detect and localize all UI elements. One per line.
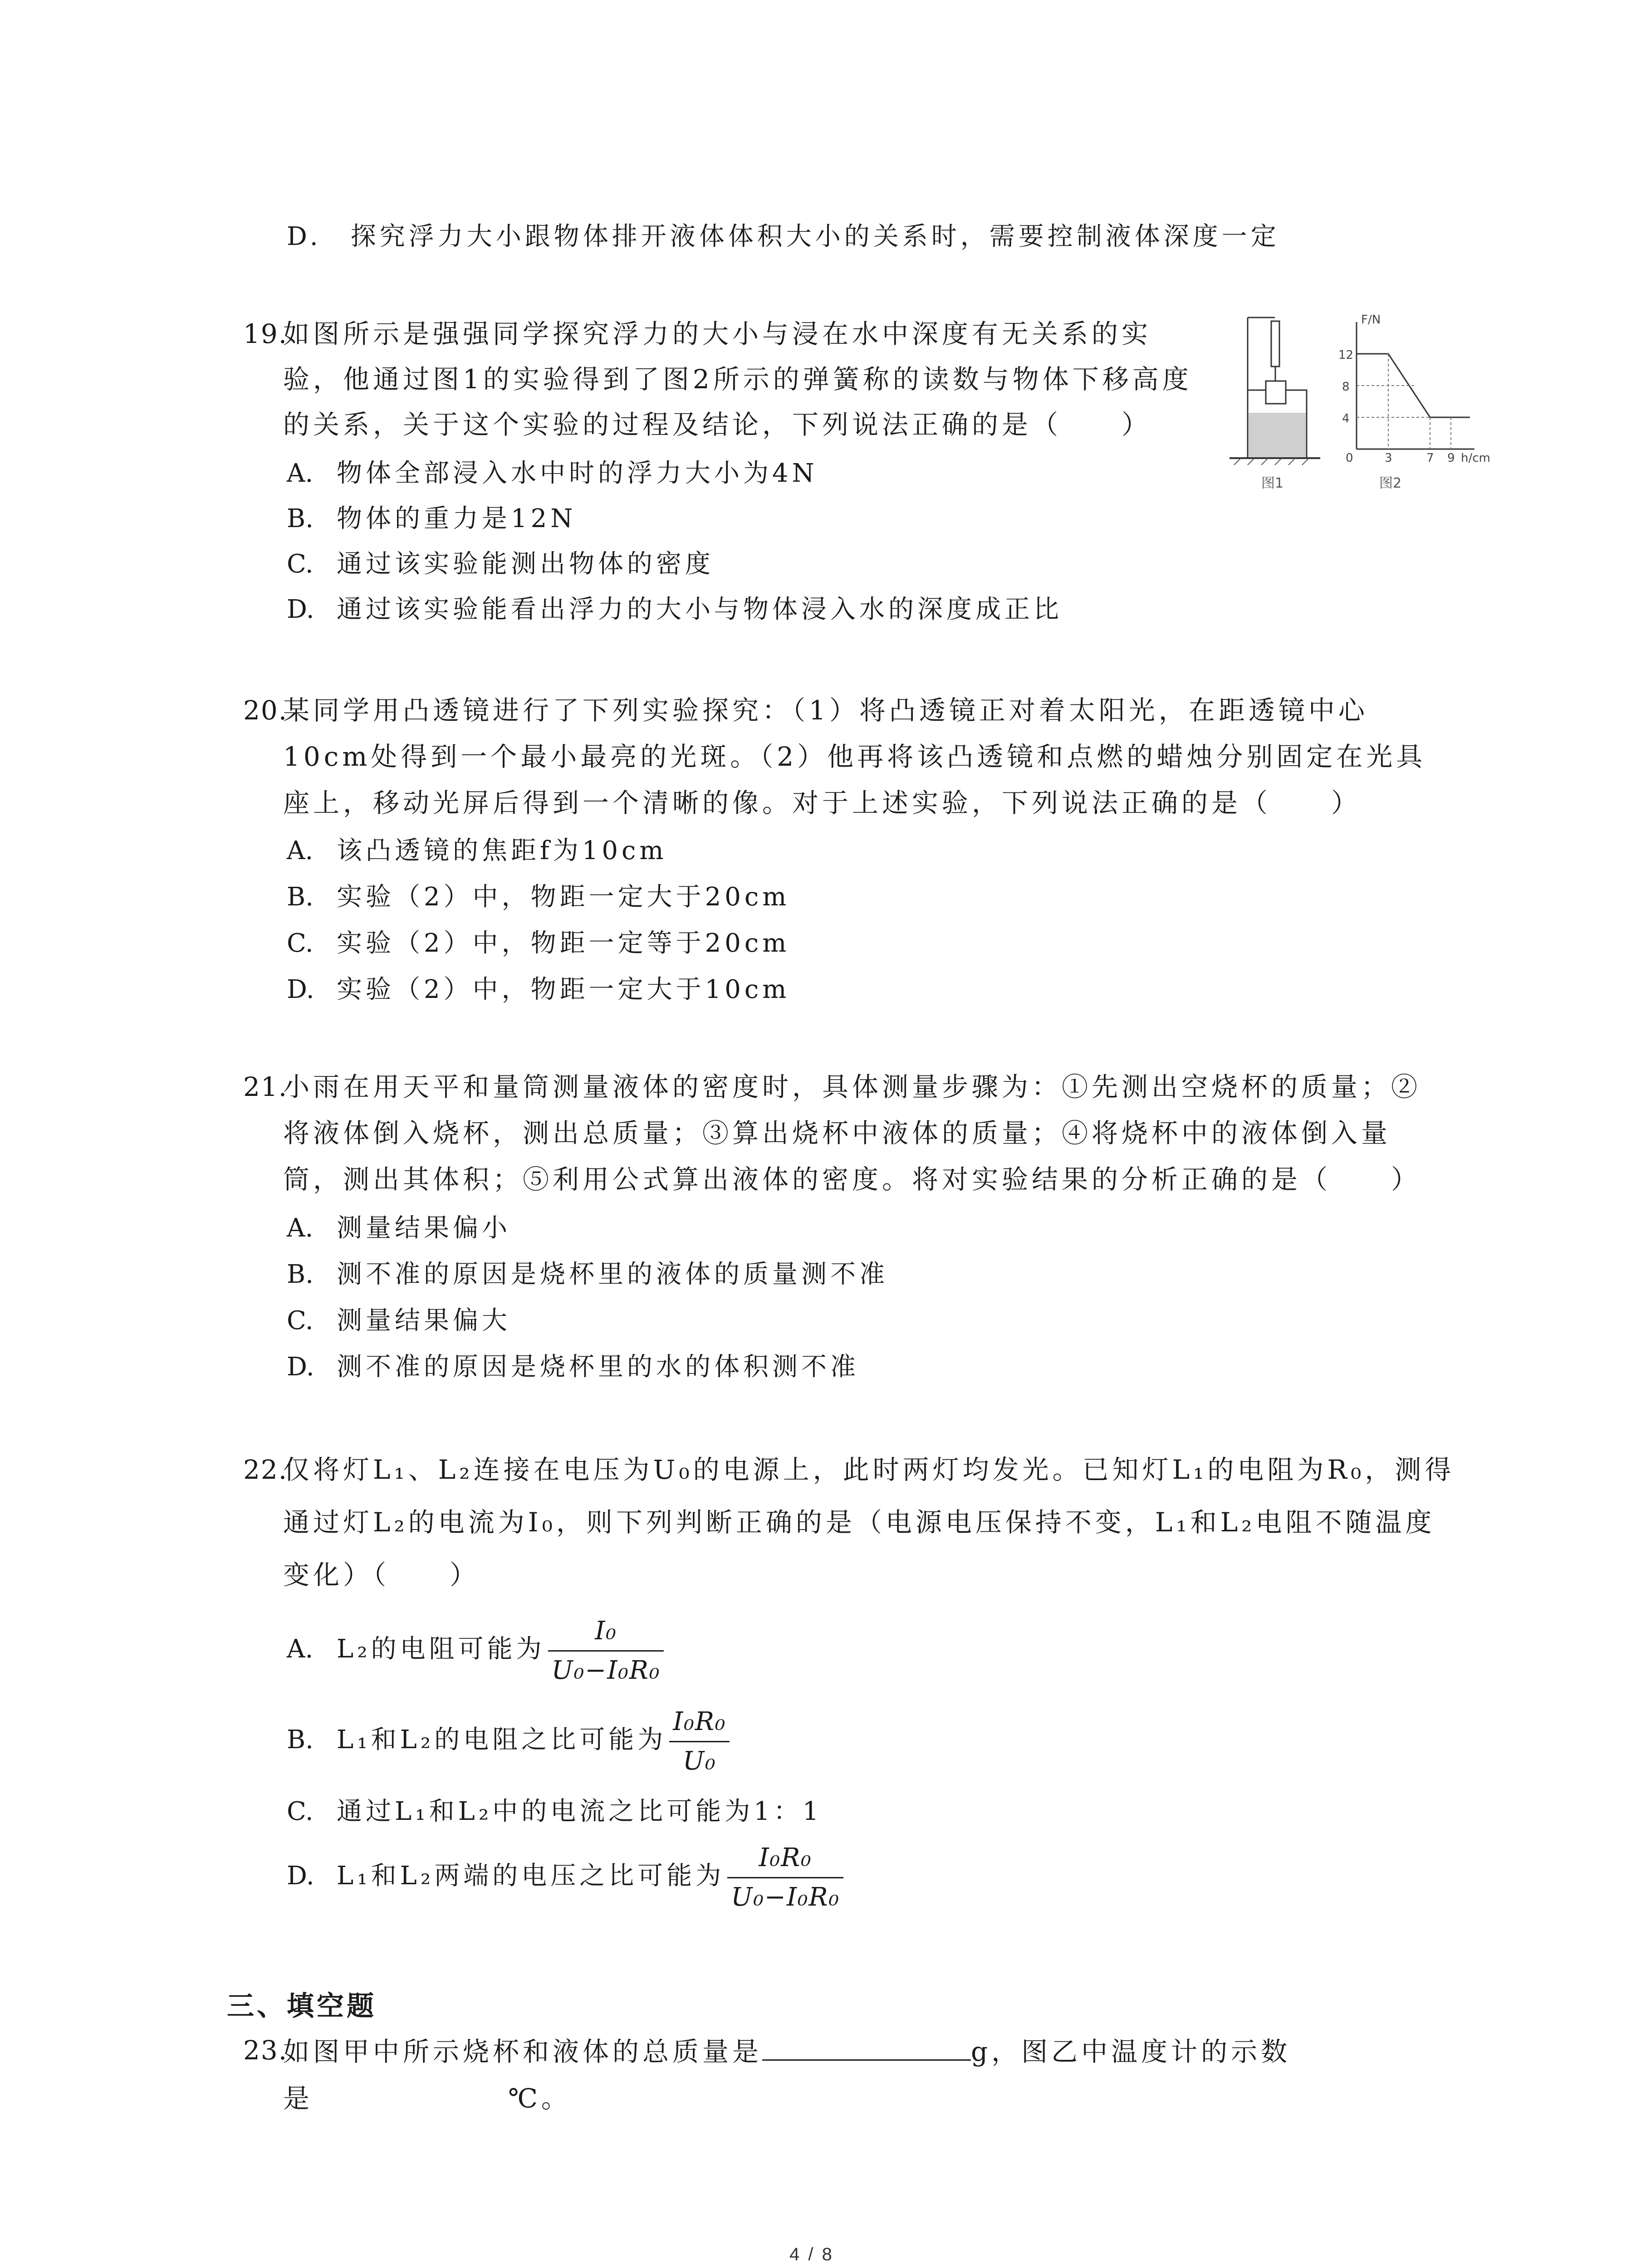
q19-fig2-xtick-7: 7 [1426, 451, 1434, 465]
q20-option-d: D. 实验（2）中，物距一定大于10cm [287, 975, 790, 1004]
q22-option-b: B. L₁和L₂的电阻之比可能为 $\frac{\text{I₀R₀}}{\text{U₀}}$ [287, 1706, 730, 1778]
q22-option-d-fraction: $\frac{\text{I₀R₀}}{\text{U₀−I₀R₀}}$ [727, 1842, 843, 1914]
q23-line-2: 是 ℃。 [283, 2083, 571, 2114]
q22-stem-line-2: 通过灯L₂的电流为I₀，则下列判断正确的是（电源电压保持不变，L₁和L₂电阻不随温度 [283, 1507, 1435, 1538]
q19-fig2-xtick-0: 0 [1346, 451, 1353, 465]
q23-line-1: 如图甲中所示烧杯和液体的总质量是 g，图乙中温度计的示数 [283, 2034, 1291, 2068]
q21-stem-line-2: 将液体倒入烧杯，测出总质量；③算出烧杯中液体的质量；④将烧杯中的液体倒入量 [283, 1118, 1391, 1149]
q19-number: 19. [243, 318, 288, 349]
q20-option-c: C. 实验（2）中，物距一定等于20cm [287, 929, 790, 958]
q22-stem-line-3: 变化）（ ） [283, 1559, 480, 1590]
ground-hatch [1234, 458, 1309, 465]
spring-scale-body [1271, 321, 1279, 367]
q18-option-d: D. 探究浮力大小跟物体排开液体体积大小的关系时，需要控制液体深度一定 [287, 222, 1280, 251]
q21-option-c: C. 测量结果偏大 [287, 1306, 511, 1335]
q21-stem-line-3: 筒，测出其体积；⑤利用公式算出液体的密度。将对实验结果的分析正确的是（ ） [283, 1164, 1421, 1195]
q19-fig2-xtick-3: 3 [1385, 451, 1392, 465]
q20-number: 20. [243, 695, 288, 726]
q19-fig2-ytick-4: 4 [1342, 412, 1350, 425]
q22-option-d: D. L₁和L₂两端的电压之比可能为 $\frac{\text{I₀R₀}}{\text{U₀−I₀R₀}}$ [287, 1842, 843, 1914]
q19-option-d: D. 通过该实验能看出浮力的大小与物体浸入水的深度成正比 [287, 595, 1063, 624]
q19-fig2-ytick-12: 12 [1338, 348, 1354, 362]
section-title-fill-in: 三、填空题 [227, 1990, 377, 2022]
q19-stem-line-3: 的关系，关于这个实验的过程及结论，下列说法正确的是（ ） [283, 409, 1152, 440]
q19-fig2-ytick-8: 8 [1342, 380, 1350, 394]
q21-stem-line-1: 小雨在用天平和量筒测量液体的密度时，具体测量步骤为：①先测出空烧杯的质量；② [283, 1071, 1421, 1102]
q19-stem-line-1: 如图所示是强强同学探究浮力的大小与浸在水中深度有无关系的实 [283, 318, 1152, 349]
q22-option-a: A. L₂的电阻可能为 $\frac{\text{I₀}}{\text{U₀−I₀R₀}}$ [287, 1615, 664, 1687]
q19-figure-2-graph [1338, 313, 1488, 467]
q20-stem-line-3: 座上，移动光屏后得到一个清晰的像。对于上述实验，下列说法正确的是（ ） [283, 787, 1362, 818]
q22-option-c: C. 通过L₁和L₂中的电流之比可能为1：1 [287, 1797, 823, 1826]
q21-option-a: A. 测量结果偏小 [287, 1213, 511, 1243]
q23-number: 23. [243, 2035, 288, 2066]
q19-figure-1-spring-scale [1230, 313, 1329, 476]
q21-option-d: D. 测不准的原因是烧杯里的水的体积测不准 [287, 1352, 859, 1382]
page-number: 4 / 8 [789, 2244, 834, 2264]
q22-stem-line-1: 仅将灯L₁、L₂连接在电压为U₀的电源上，此时两灯均发光。已知灯L₁的电阻为R₀，测得 [283, 1454, 1455, 1485]
q19-stem-line-2: 验，他通过图1的实验得到了图2所示的弹簧称的读数与物体下移高度 [283, 364, 1192, 395]
q19-fig2-x-label: h/cm [1461, 451, 1490, 465]
q19-fig2-y-label: F/N [1361, 313, 1381, 327]
q22-option-a-fraction: $\frac{\text{I₀}}{\text{U₀−I₀R₀}}$ [548, 1615, 664, 1687]
q21-number: 21. [243, 1071, 288, 1102]
object-block [1266, 381, 1286, 404]
q20-stem-line-1: 某同学用凸透镜进行了下列实验探究：（1）将凸透镜正对着太阳光，在距透镜中心 [283, 695, 1368, 726]
q19-fig1-label: 图1 [1261, 475, 1284, 491]
q20-option-a: A. 该凸透镜的焦距f为10cm [287, 836, 667, 865]
q19-fig2-xtick-9: 9 [1447, 451, 1455, 465]
q19-option-b: B. 物体的重力是12N [287, 504, 577, 533]
q23-answer-blank-1[interactable] [762, 2034, 971, 2061]
q22-number: 22. [243, 1454, 288, 1485]
q22-option-b-fraction: $\frac{\text{I₀R₀}}{\text{U₀}}$ [669, 1706, 730, 1778]
q20-stem-line-2: 10cm处得到一个最小最亮的光斑。（2）他再将该凸透镜和点燃的蜡烛分别固定在光具 [283, 741, 1426, 772]
q19-option-a: A. 物体全部浸入水中时的浮力大小为4N [287, 459, 818, 488]
q20-option-b: B. 实验（2）中，物距一定大于20cm [287, 882, 790, 912]
q19-option-c: C. 通过该实验能测出物体的密度 [287, 549, 714, 579]
water [1249, 413, 1306, 457]
q19-fig2-label: 图2 [1379, 475, 1402, 491]
q21-option-b: B. 测不准的原因是烧杯里的液体的质量测不准 [287, 1260, 888, 1289]
